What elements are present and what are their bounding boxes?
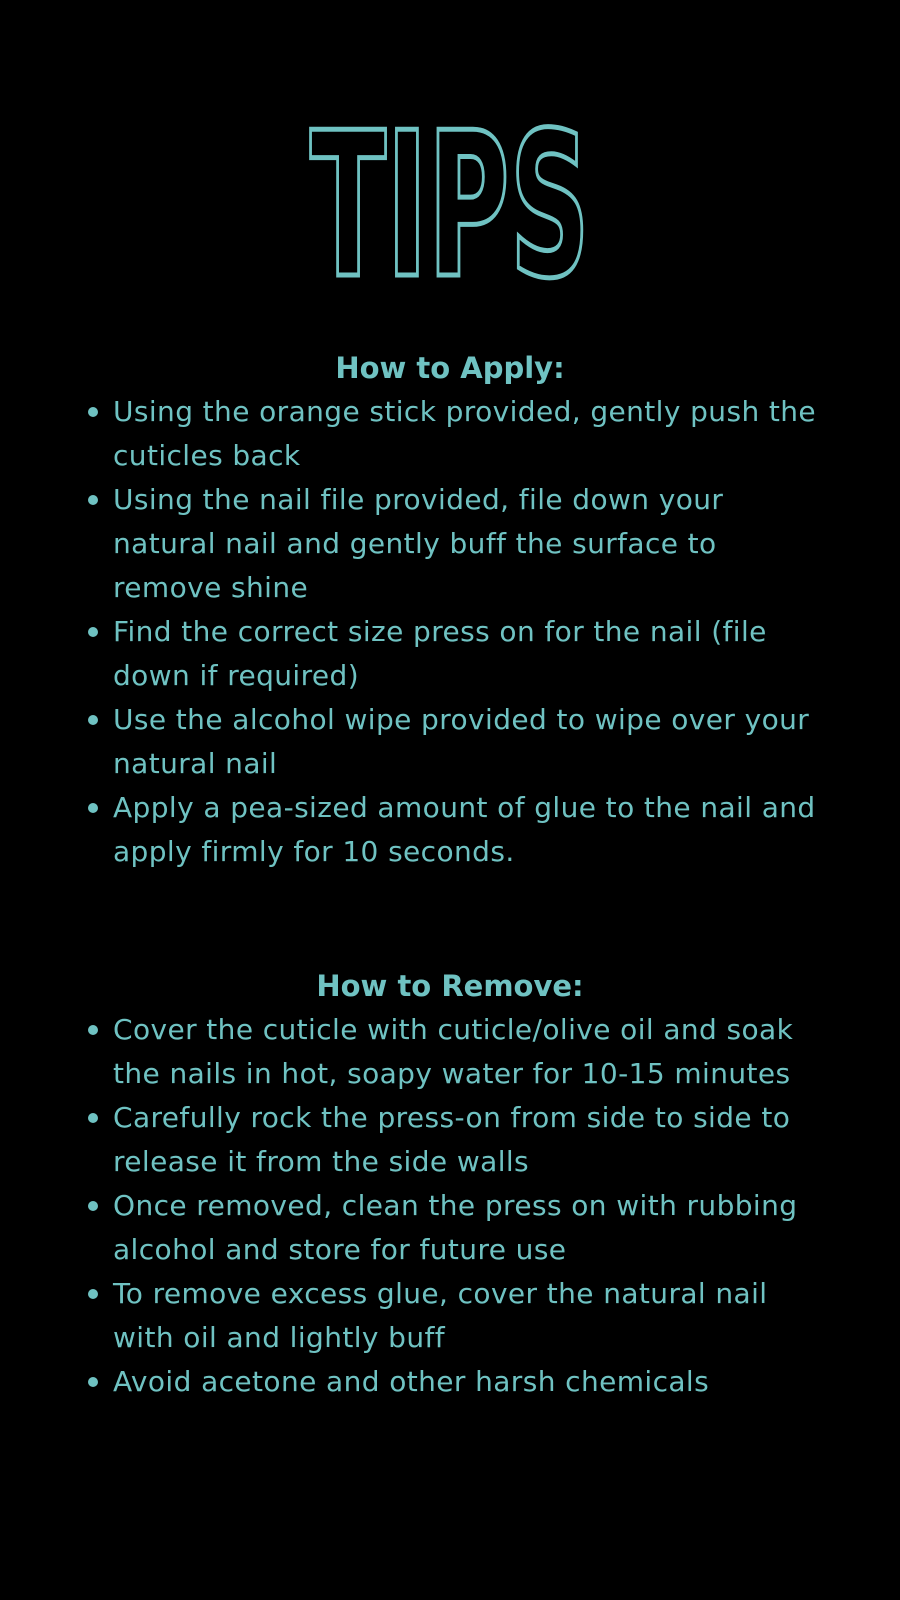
list-item (113, 786, 833, 874)
bullet-icon (88, 803, 98, 813)
list-item (113, 698, 833, 786)
title-text: TIPS (310, 95, 590, 295)
remove-section (0, 964, 900, 1404)
list-item (113, 610, 833, 698)
list-item-text: Cover the cuticle with cuticle/olive oil and soak the nails in hot, soapy water for 10-15 minutes (113, 1013, 794, 1090)
list-item-text: Find the correct size press on for the nail (file down if required) (113, 615, 767, 692)
list-item-text: Use the alcohol wipe provided to wipe over your natural nail (113, 703, 810, 780)
list-item (113, 1360, 833, 1404)
list-item-text: Carefully rock the press-on from side to side to release it from the side walls (113, 1101, 791, 1178)
list-item (113, 1184, 833, 1272)
bullet-icon (88, 1289, 98, 1299)
list-item (113, 390, 833, 478)
bullet-icon (88, 495, 98, 505)
list-item-text: Once removed, clean the press on with rubbing alcohol and store for future use (113, 1189, 798, 1266)
remove-list (0, 1008, 833, 1404)
bullet-icon (88, 1113, 98, 1123)
list-item (113, 1272, 833, 1360)
bullet-icon (88, 407, 98, 417)
page-title (0, 95, 900, 295)
bullet-icon (88, 627, 98, 637)
list-item-text: To remove excess glue, cover the natural nail with oil and lightly buff (113, 1277, 768, 1354)
remove-heading: How to Remove: (316, 969, 584, 1003)
title-block (0, 95, 900, 295)
bullet-icon (88, 715, 98, 725)
bullet-icon (88, 1025, 98, 1035)
bullet-icon (88, 1201, 98, 1211)
apply-section (0, 346, 900, 874)
list-item (113, 1096, 833, 1184)
list-item (113, 478, 833, 610)
apply-heading: How to Apply: (335, 351, 565, 385)
list-item-text: Avoid acetone and other harsh chemicals (113, 1365, 710, 1398)
list-item-text: Using the orange stick provided, gently push the cuticles back (113, 395, 817, 472)
bullet-icon (88, 1377, 98, 1387)
list-item-text: Apply a pea-sized amount of glue to the nail and apply firmly for 10 seconds. (113, 791, 816, 868)
apply-list (0, 390, 833, 874)
list-item (113, 1008, 833, 1096)
list-item-text: Using the nail file provided, file down your natural nail and gently buff the surface to remove shine (113, 483, 724, 604)
